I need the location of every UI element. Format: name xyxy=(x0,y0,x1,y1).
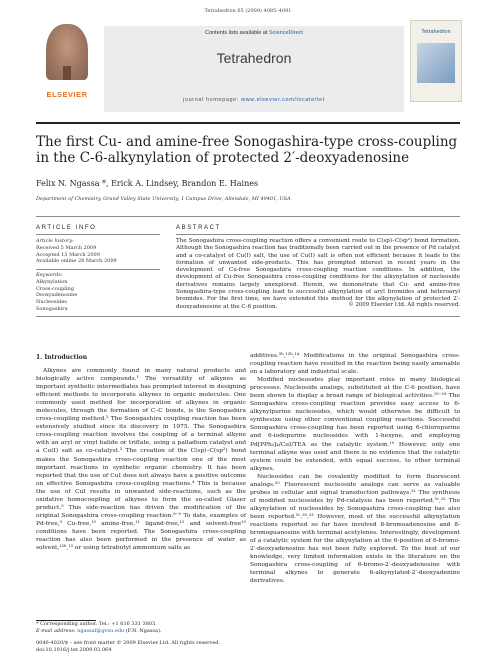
homepage-link[interactable]: www.elsevier.com/locate/tet xyxy=(241,97,325,103)
email-line xyxy=(36,628,246,635)
abstract-body: The Sonogashira cross-coupling reaction offers a convenient route to C(sp)–C(sp²) bond formation. Although the Sonogashira reaction has traditionally been carried out in the presence of Pd catalyst and a co-catalyst of Cu(I) salt, the use of Cu(I) salt is often not efficient because it leads to the formation of unwanted side-products. This has prompted interest in recent years in the development of Cu-free Sonogashira cross-coupling reaction conditions. In addition, the development of Cu-free Sonogashira cross-coupling conditions for the alkynylation of nucleoside derivatives remains largely unexplored. Herein, we demonstrate that Cu- and amine-free Sonogashira-type cross-coupling lead to successful alkynylation of aryl bromides and heteroaryl bromides. For the first time, we have extended this method for the alkynylation of protected 2′-deoxyadenosine at the C-6 position. xyxy=(176,238,460,310)
affiliation-divider xyxy=(36,216,460,217)
contents-prefix: Contents lists available at xyxy=(205,30,269,36)
intro-paragraph: Nucleosides can be covalently modified to form fluorescent analogs.²⁰ Fluorescent nucleoside analogs can serve as valuable probes in cellular and signal transduction pathways.²¹ The synthesis of modified nucleosides by Pd-catalysis has been reported.⁵ᶜ,²² The alkynylation of nucleosides by Sonogashira cross-coupling has also been reported.⁵ᶜ,²⁰,²³ However, most of the successful alkynylation reactions reported so far have involved 8-bromoadenosine and 8-bromoguanosine with terminal acetylenes. Interestingly, development of a catalytic system for the alkynylation at the 6-position of 6-bromo-2′-deoxyadenosine has not been fully explored. To the best of our knowledge, very limited information exists in the literature on the Sonogashira cross-coupling of 6-bromo-2′-deoxyadenosine with terminal alkynes to generate 6-alkynylated-2′-deoxyadenine derivatives. xyxy=(250,473,460,585)
history-online: Available online 28 March 2009 xyxy=(36,258,117,265)
keyword-item: Alkynylation xyxy=(36,278,68,285)
corresponding-author-note: * Corresponding author. Tel.: +1 616 331 3803. xyxy=(36,621,157,627)
journal-cover-thumbnail xyxy=(410,20,462,102)
article-title-line-2: in the C-6-alkynylation of protected 2′-deoxyadenosine xyxy=(36,150,410,166)
journal-title: Tetrahedron xyxy=(216,50,292,66)
keyword-item: Sonogashira xyxy=(36,305,68,312)
elsevier-wordmark: ELSEVIER xyxy=(46,90,88,99)
article-info-heading: ARTICLE INFO xyxy=(36,225,97,231)
affiliation: Department of Chemistry, Grand Valley State University, 1 Campus Drive, Allendale, MI 49401, USA xyxy=(36,196,291,202)
history-received: Received 5 March 2009 xyxy=(36,244,97,251)
article-title xyxy=(36,134,460,166)
history-accepted: Accepted 13 March 2009 xyxy=(36,251,100,258)
journal-masthead xyxy=(36,20,460,120)
masthead-divider xyxy=(36,122,460,124)
journal-homepage xyxy=(104,97,404,103)
article-history xyxy=(36,238,154,265)
author-list: Felix N. Ngassa *, Erick A. Lindsey, Brandon E. Haines xyxy=(36,179,259,188)
intro-paragraph: Modified nucleosides play important roles in many biological processes. Nucleoside analogs, substituted at the C-6 position, have been shown to display a broad range of biological activities.¹⁵⁻¹⁸ The Sonogashira cross-coupling reaction provides easy access to 6-alkynylpurine nucleosides, which would otherwise be difficult to synthesize using other conventional coupling reactions. Successful Sonogashira cross-coupling has been reported using 6-chloropurine and 6-iodopurine nucleosides with 1-hexyne, and employing Pd[PPh₃]₄/CuI/TEA as the catalytic system.¹⁹ However, only one terminal alkyne was used and there is no evidence that the catalytic system could be extended, with equal success, to other terminal alkynes. xyxy=(250,377,460,472)
keyword-item: Deoxyadenosine xyxy=(36,292,78,299)
running-head: Tetrahedron 65 (2009) 4085–4091 xyxy=(204,8,292,14)
abstract-copyright: © 2009 Elsevier Ltd. All rights reserved. xyxy=(348,302,460,308)
body-column-left xyxy=(36,367,246,552)
homepage-prefix: journal homepage: xyxy=(183,97,242,103)
intro-paragraph-continued: additives.⁵ᵇ,¹²ᵇ,¹⁴ Modifications in the original Sonogashira cross-coupling reaction have resulted in the reaction being easily amenable on a laboratory and industrial scale. xyxy=(250,353,460,376)
elsevier-trunk-icon xyxy=(63,66,71,80)
issn-line: 0040-4020/$ – see front matter © 2009 Elsevier Ltd. All rights reserved. xyxy=(36,640,221,646)
keyword-item: Cross-coupling xyxy=(36,285,74,292)
section-heading-introduction: 1. Introduction xyxy=(36,354,88,361)
journal-banner xyxy=(104,26,404,112)
abstract-bottom-divider xyxy=(36,316,460,317)
article-info-rule xyxy=(36,234,160,235)
history-rule xyxy=(36,269,160,270)
doi-line: doi:10.1016/j.tet.2009.03.064 xyxy=(36,647,112,653)
article-title-line-1: The first Cu- and amine-free Sonogashira-type cross-coupling xyxy=(36,134,458,150)
elsevier-logo xyxy=(36,20,98,99)
email-suffix: (F.N. Ngassa). xyxy=(124,628,162,634)
contents-line xyxy=(104,30,404,36)
sciencedirect-link[interactable]: ScienceDirect xyxy=(268,30,303,36)
abstract-rule xyxy=(176,234,460,235)
email-label: E-mail address: xyxy=(36,628,78,634)
body-column-right xyxy=(250,352,460,585)
cover-art-image xyxy=(417,43,455,83)
keywords-label: Keywords: xyxy=(36,272,63,278)
keyword-item: Nucleosides xyxy=(36,299,67,306)
intro-paragraph: Alkynes are commonly found in many natural products and biologically active compounds.¹ The versatility of alkynes as important synthetic intermediates has prompted interest in designing efficient methods to incorporate alkynes in organic molecules. One commonly used method for incorporation of alkynes in organic molecules, through the formation of C–C bonds, is the Sonogashira cross-coupling method.² The Sonogashira coupling reaction has been extensively studied since its discovery in 1975. The Sonogashira cross-coupling reaction involves the coupling of a terminal alkyne with an aryl or vinyl halide or triflate, using a palladium catalyst and a Cu(I) salt as co-catalyst.³ The creation of the C(sp)–C(sp²) bond makes the Sonogashira cross-coupling reaction one of the most important reactions in synthetic organic chemistry. It has been reported that the use of CuI does not always have a positive outcome on effective Sonogashira cross-coupling reactions.⁴ This is because the use of CuI results in unwanted side-reactions, such as the oxidative homocoupling of alkynes to form the so-called Glaser product.⁵ This side-reaction has driven the modification of the original Sonogashira cross-coupling reaction.⁶⁻⁹ To date, examples of Pd-free,⁹ Cu-free,¹⁰ amine-free,¹¹ ligand-free,¹² and solvent-free¹⁰ conditions have been reported. The Sonogashira cross-coupling reaction has also been performed in the presence of water as solvent,¹²ᵇ,¹³ or using tetrabutyl ammonium salts as xyxy=(36,368,246,552)
email-link[interactable]: ngassaf@gvsu.edu xyxy=(77,628,125,634)
keywords-block xyxy=(36,272,154,313)
cover-title: Tetrahedron xyxy=(421,29,451,35)
abstract-heading: ABSTRACT xyxy=(176,225,221,231)
history-label: Article history: xyxy=(36,238,74,244)
